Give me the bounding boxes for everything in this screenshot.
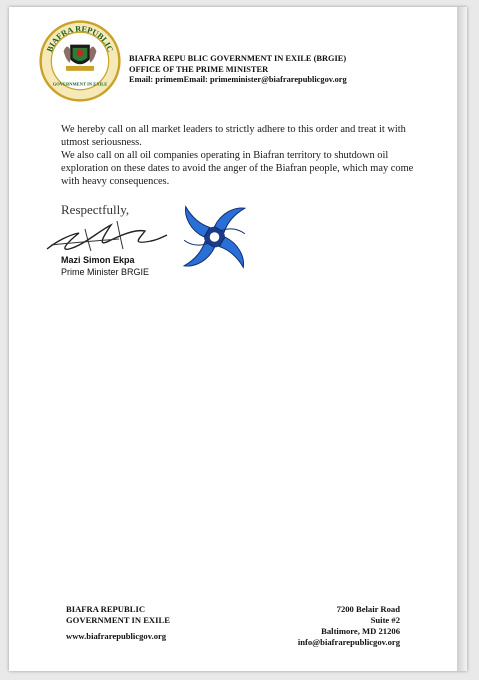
swirl-dragon-emblem-icon — [172, 197, 257, 277]
seal-bottom-text: GOVERNMENT IN EXILE — [52, 81, 108, 87]
footer-org-line-2: GOVERNMENT IN EXILE — [66, 615, 170, 625]
footer-email-link[interactable]: info@biafrarepublicgov.org — [297, 637, 400, 647]
coat-of-arms-seal-icon — [39, 20, 121, 102]
letterhead-line-2: OFFICE OF THE PRIME MINISTER — [129, 64, 269, 74]
letter-page — [9, 7, 467, 671]
letterhead-email: Email: primemEmail: primeminister@biafrarepublicgov.org — [129, 75, 347, 85]
closing-salutation: Respectfully, — [61, 202, 130, 217]
signer-title: Prime Minister BRGIE — [61, 267, 150, 277]
footer-website-link[interactable]: www.biafrarepublicgov.org — [66, 631, 167, 641]
letter-body — [61, 123, 425, 188]
footer-address-line-3: Baltimore, MD 21206 — [321, 626, 400, 636]
footer-org-line-1: BIAFRA REPUBLIC — [66, 604, 146, 614]
seal-arc-text: BIAFRA REPUBLIC — [45, 24, 115, 54]
page-edge-shadow — [457, 7, 467, 671]
footer-right — [298, 604, 400, 648]
letterhead — [129, 54, 347, 86]
signature-block — [61, 254, 149, 278]
footer-address-line-1: 7200 Belair Road — [336, 604, 400, 614]
footer-address-line-2: Suite #2 — [370, 615, 400, 625]
footer-left — [66, 604, 170, 642]
body-paragraph-1: We hereby call on all market leaders to strictly adhere to this order and treat it with utmost seriousness. — [61, 124, 406, 148]
letterhead-line-1: BIAFRA REPU BLIC GOVERNMENT IN EXILE (BRGIE) — [129, 54, 347, 63]
signer-name: Mazi Simon Ekpa — [61, 255, 135, 265]
body-paragraph-2: We also call on all oil companies operating in Biafran territory to shutdown oil exploration on these dates to avoid the anger of the Biafran people, which may come with heavy consequences. — [61, 150, 414, 187]
